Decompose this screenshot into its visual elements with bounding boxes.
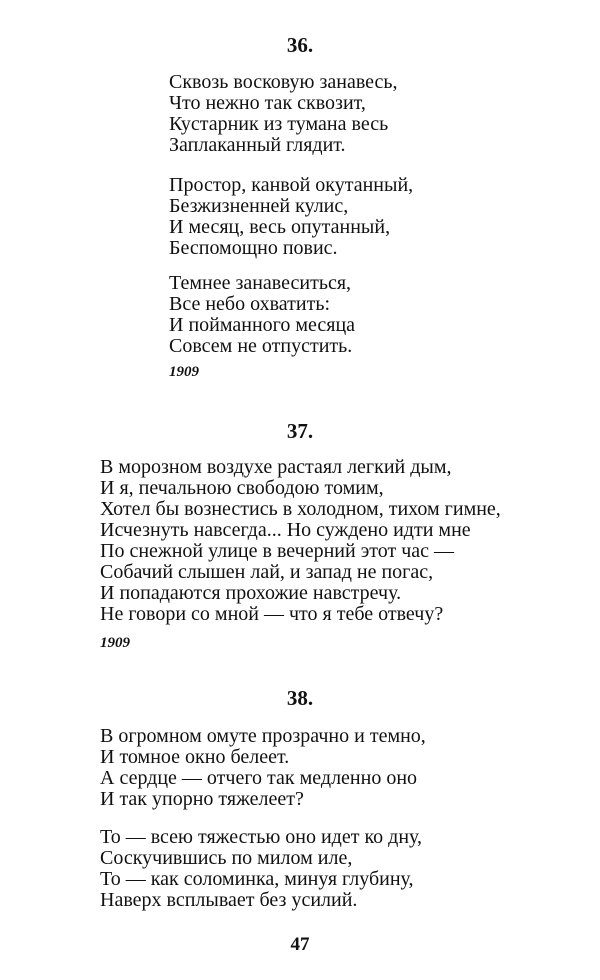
verse-line: Простор, канвой окутанный, [169, 174, 414, 196]
verse-line: Все небо охватить: [169, 293, 330, 315]
verse-line: И попадаются прохожие навстречу. [100, 582, 402, 604]
stanza [169, 175, 413, 259]
verse-line: То — всею тяжестью оно идет ко дну, [100, 826, 423, 848]
poem-number: 36. [286, 33, 314, 57]
poem-date: 1909 [169, 364, 199, 380]
verse-line: И томное окно белеет. [100, 746, 290, 768]
verse-line: По снежной улице в вечерний этот час — [100, 540, 455, 562]
stanza [100, 726, 426, 810]
verse-line: Совсем не отпустить. [169, 335, 353, 357]
poem-number: 38. [286, 686, 314, 710]
poem-date: 1909 [100, 635, 130, 651]
verse-line: Соскучившись по милом иле, [100, 847, 353, 869]
verse-line: А сердце — отчего так медленно оно [100, 767, 418, 789]
verse-line: Сквозь восковую занавесь, [169, 71, 398, 93]
verse-line: И пойманного месяца [169, 314, 356, 336]
verse-line: И месяц, весь опутанный, [169, 216, 391, 238]
verse-line: В морозном воздухе растаял легкий дым, [100, 456, 452, 478]
verse-line: В огромном омуте прозрачно и темно, [100, 725, 426, 747]
page-number: 47 [290, 934, 310, 955]
verse-line: И так упорно тяжелеет? [100, 788, 304, 810]
verse-line: Наверх всплывает без усилий. [100, 889, 358, 911]
verse-line: Заплаканный глядит. [169, 134, 346, 156]
poem-number: 37. [286, 419, 314, 443]
verse-line: То — как соломинка, минуя глубину, [100, 868, 414, 890]
stanza [100, 827, 422, 911]
verse-line: И я, печальною свободою томим, [100, 477, 384, 499]
verse-line: Что нежно так сквозит, [169, 92, 366, 114]
verse-line: Темнее занавеситься, [169, 272, 352, 294]
verse-line: Кустарник из тумана весь [169, 113, 389, 135]
verse-line: Не говори со мной — что я тебе отвечу? [100, 603, 444, 625]
stanza [169, 273, 355, 357]
stanza [100, 457, 501, 625]
verse-line: Исчезнуть навсегда... Но суждено идти мне [100, 519, 471, 541]
stanza [169, 72, 398, 156]
verse-line: Безжизненней кулис, [169, 195, 349, 217]
verse-line: Беспомощно повис. [169, 237, 338, 259]
verse-line: Хотел бы вознестись в холодном, тихом гимне, [100, 498, 501, 520]
verse-line: Собачий слышен лай, и запад не погас, [100, 561, 434, 583]
